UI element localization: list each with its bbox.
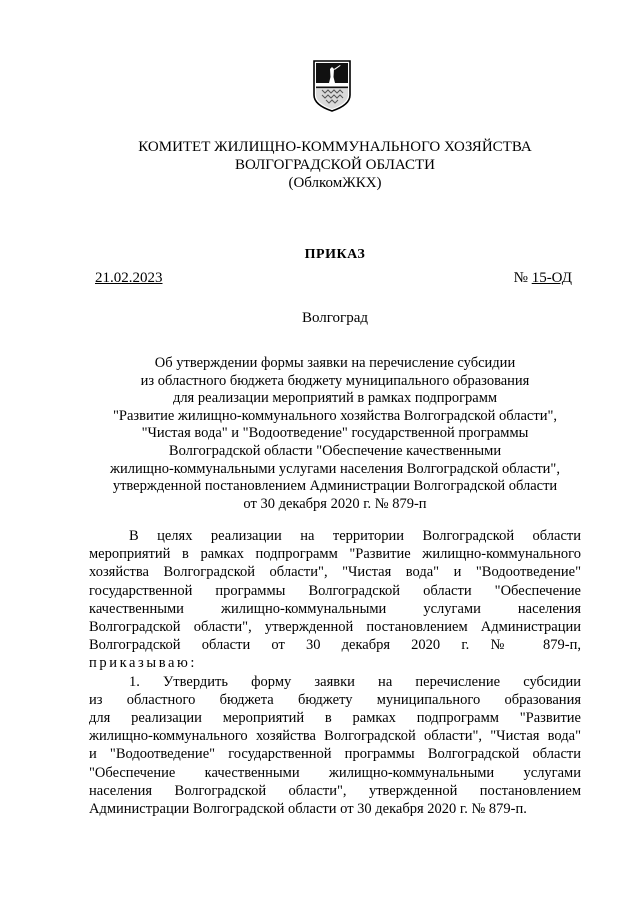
order-title: ПРИКАЗ [304, 247, 366, 262]
body-line: из областного бюджета бюджету муниципального образования [89, 691, 581, 708]
subject-line: Волгоградской области "Обеспечение качественными [168, 442, 502, 459]
subject-line: жилищно-коммунальными услугами населения Волгоградской области", [110, 460, 560, 477]
body-line: и "Водоотведение" государственной программы Волгоградской области [89, 746, 581, 763]
committee-name-line: ВОЛГОГРАДСКОЙ ОБЛАСТИ [235, 157, 435, 173]
subject-line: "Чистая вода" и "Водоотведение" государственной программы [141, 425, 529, 442]
body-line: хозяйства Волгоградской области", "Чистая вода" и "Водоотведение" [89, 564, 581, 581]
body-line: "Обеспечение качественными жилищно-коммунальными услугами [89, 764, 581, 781]
committee-name [0, 138, 640, 192]
subject-line: Об утверждении формы заявки на перечисление субсидии [154, 355, 516, 371]
body-line: для реализации мероприятий в рамках подпрограмм "Развитие [89, 710, 581, 727]
order-city: Волгоград [301, 310, 368, 326]
order-number-prefix: № [513, 270, 532, 286]
body-line: населения Волгоградской области", утвержденной постановлением [89, 782, 581, 799]
order-body [89, 527, 581, 818]
body-line-order-word: приказываю: [89, 655, 198, 672]
subject-line: "Развитие жилищно-коммунального хозяйства Волгоградской области", [112, 407, 557, 424]
body-line: Администрации Волгоградской области от 30 декабря 2020 г. № 879-п. [89, 801, 527, 818]
body-line: жилищно-коммунального хозяйства Волгоградской области", "Чистая вода" [89, 728, 581, 745]
body-line: мероприятий в рамках подпрограмм "Развитие жилищно-коммунального [89, 546, 581, 563]
order-number [514, 270, 572, 287]
body-line: Волгоградской области", утвержденной постановлением Администрации [89, 619, 581, 636]
body-line: В целях реализации на территории Волгоградской области [129, 528, 581, 544]
order-number-value: 15-ОД [531, 270, 572, 286]
committee-name-line: КОМИТЕТ ЖИЛИЩНО-КОММУНАЛЬНОГО ХОЗЯЙСТВА [138, 139, 532, 155]
subject-line: для реализации мероприятий в рамках подпрограмм [172, 390, 498, 407]
order-subject [0, 355, 640, 513]
body-line: качественными жилищно-коммунальными услугами населения [89, 600, 581, 617]
body-line: Волгоградской области от 30 декабря 2020 г. № 879-п, [89, 637, 581, 654]
body-line-item-1: 1. Утвердить форму заявки на перечисление субсидии [129, 673, 581, 690]
subject-line: утвержденной постановлением Администрации Волгоградской области [112, 478, 558, 495]
subject-line: от 30 декабря 2020 г. № 879-п [243, 495, 427, 512]
committee-abbreviation: (ОблкомЖКХ) [288, 175, 382, 191]
subject-line: из областного бюджета бюджету муниципального образования [140, 372, 530, 389]
volgograd-coat-of-arms-icon [312, 59, 352, 113]
order-date: 21.02.2023 [95, 270, 163, 286]
body-line: государственной программы Волгоградской области "Обеспечение [89, 582, 581, 599]
